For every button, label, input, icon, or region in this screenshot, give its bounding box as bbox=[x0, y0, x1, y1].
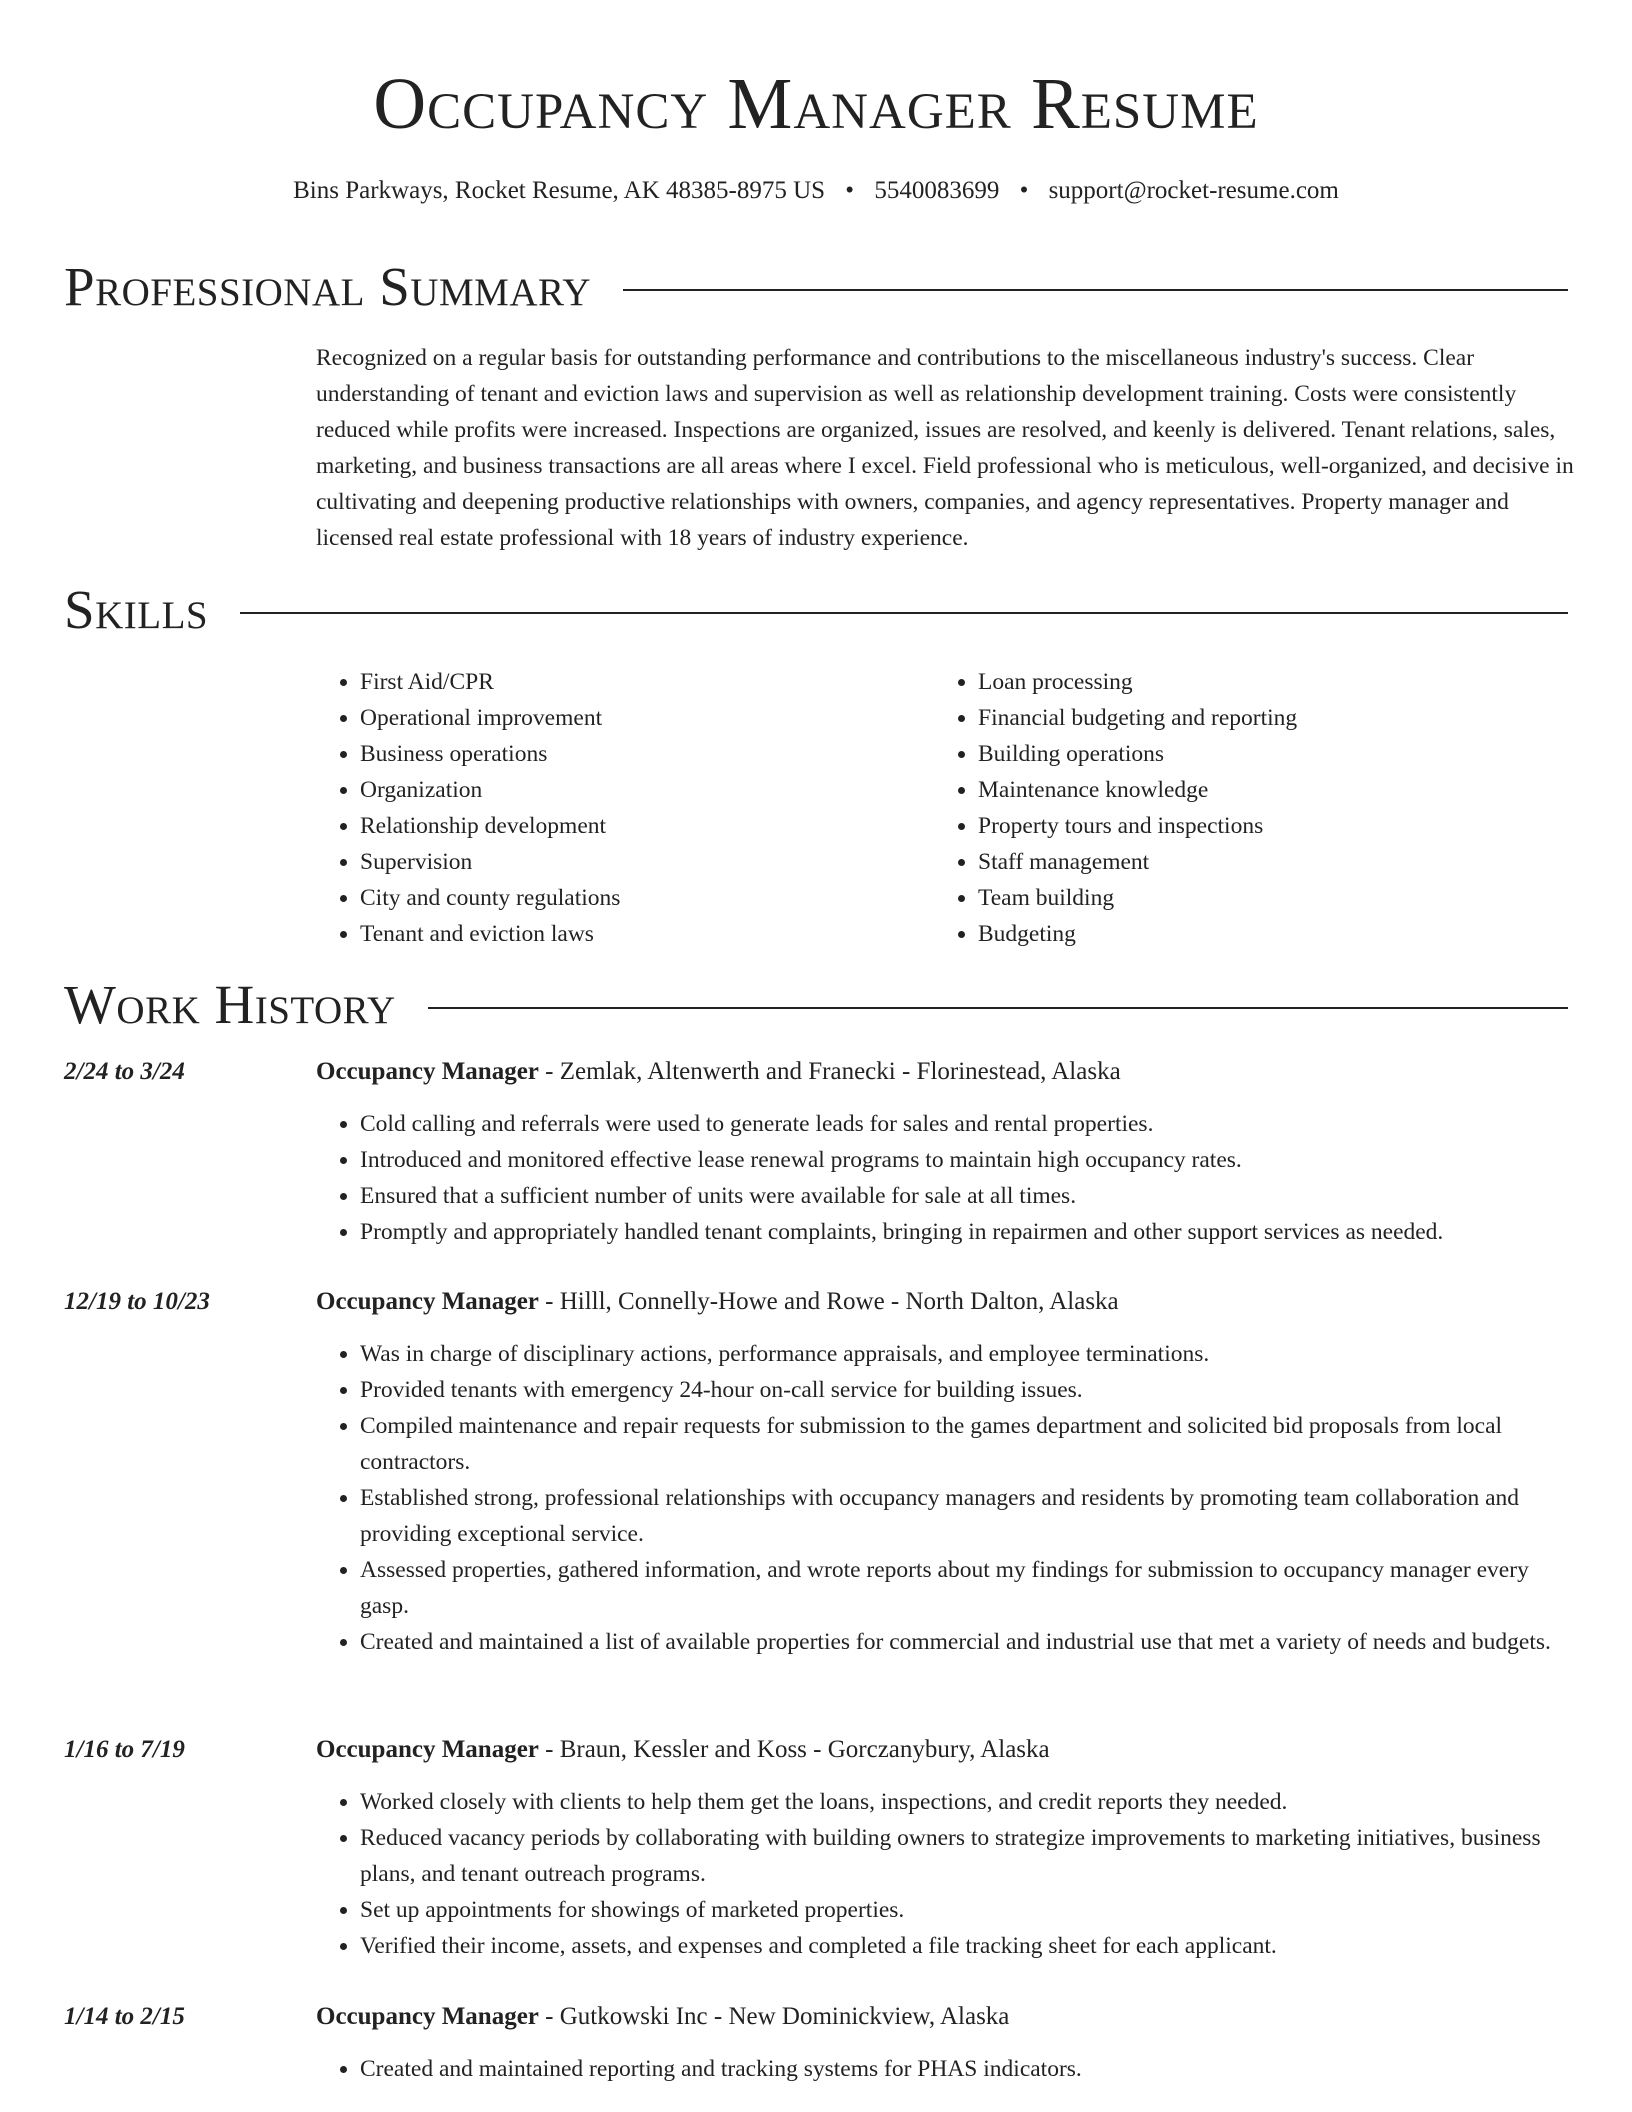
skill-item: • City and county regulations bbox=[360, 880, 934, 916]
summary-section-heading bbox=[64, 252, 1568, 322]
job-bullet: • Ensured that a sufficient number of units were available for sale at all times. bbox=[360, 1178, 1578, 1214]
job-bullet: • Compiled maintenance and repair requests for submission to the games department and solicited bid proposals from local contractors. bbox=[360, 1408, 1578, 1480]
job-header bbox=[316, 1732, 1050, 1768]
job-bullet: • Provided tenants with emergency 24-hour on-call service for building issues. bbox=[360, 1372, 1578, 1408]
skill-item: • Property tours and inspections bbox=[978, 808, 1552, 844]
job-dates: 1/16 to 7/19 bbox=[64, 1736, 185, 1763]
job-dates: 2/24 to 3/24 bbox=[64, 1058, 185, 1085]
skill-item: • Building operations bbox=[978, 736, 1552, 772]
job-company: - Braun, Kessler and Koss - Gorczanybury, Alaska bbox=[538, 1736, 1050, 1763]
job-company: - Gutkowski Inc - New Dominickview, Alaska bbox=[538, 2003, 1010, 2030]
skills-column-left bbox=[316, 664, 934, 952]
skill-item: • First Aid/CPR bbox=[360, 664, 934, 700]
skill-item: • Team building bbox=[978, 880, 1552, 916]
job-bullets bbox=[316, 2051, 1578, 2087]
skill-item: • Business operations bbox=[360, 736, 934, 772]
work-heading: Work History bbox=[64, 974, 396, 1035]
section-divider bbox=[240, 612, 1568, 614]
job-bullet: • Was in charge of disciplinary actions, performance appraisals, and employee terminations. bbox=[360, 1336, 1578, 1372]
job-bullet: • Introduced and monitored effective lease renewal programs to maintain high occupancy rates. bbox=[360, 1142, 1578, 1178]
contact-separator: • bbox=[1019, 177, 1029, 204]
job-bullet: • Set up appointments for showings of marketed properties. bbox=[360, 1892, 1578, 1928]
job-bullet: • Assessed properties, gathered information, and wrote reports about my findings for submission to occupancy manager every gasp. bbox=[360, 1552, 1578, 1624]
contact-phone: 5540083699 bbox=[874, 177, 1000, 204]
skill-item: • Budgeting bbox=[978, 916, 1552, 952]
skill-item: • Organization bbox=[360, 772, 934, 808]
skill-item: • Supervision bbox=[360, 844, 934, 880]
job-header bbox=[316, 1999, 1009, 2035]
job-title: Occupancy Manager bbox=[316, 2003, 539, 2030]
job-bullet: • Established strong, professional relationships with occupancy managers and residents by promoting team collaboration and providing exceptional service. bbox=[360, 1480, 1578, 1552]
job-title: Occupancy Manager bbox=[316, 1736, 539, 1763]
job-dates: 1/14 to 2/15 bbox=[64, 2003, 185, 2030]
job-bullet: • Cold calling and referrals were used to generate leads for sales and rental properties. bbox=[360, 1106, 1578, 1142]
skill-item: • Loan processing bbox=[978, 664, 1552, 700]
skill-item: • Operational improvement bbox=[360, 700, 934, 736]
job-bullet: • Verified their income, assets, and expenses and completed a file tracking sheet for each applicant. bbox=[360, 1928, 1578, 1964]
skill-item: • Maintenance knowledge bbox=[978, 772, 1552, 808]
skill-item: • Tenant and eviction laws bbox=[360, 916, 934, 952]
job-dates: 12/19 to 10/23 bbox=[64, 1288, 210, 1315]
section-divider bbox=[623, 289, 1568, 291]
skill-item: • Staff management bbox=[978, 844, 1552, 880]
contact-address: Bins Parkways, Rocket Resume, AK 48385-8975 US bbox=[293, 177, 826, 204]
job-bullets bbox=[316, 1106, 1578, 1250]
job-bullet: • Created and maintained a list of available properties for commercial and industrial use that met a variety of needs and budgets. bbox=[360, 1624, 1578, 1660]
section-divider bbox=[428, 1007, 1568, 1009]
job-bullets bbox=[316, 1336, 1578, 1660]
job-company: - Zemlak, Altenwerth and Franecki - Florinestead, Alaska bbox=[538, 1058, 1121, 1085]
job-header bbox=[316, 1284, 1119, 1320]
summary-text: Recognized on a regular basis for outstanding performance and contributions to the miscellaneous industry's success. Clear understanding of tenant and eviction laws and supervision as well as relationship development training. Costs were consistently reduced while profits were increased. Inspections are organized, issues are resolved, and keenly is delivered. Tenant relations, sales, marketing, and business transactions are all areas where I excel. Field professional who is meticulous, well-organized, and decisive in cultivating and deepening productive relationships with owners, companies, and agency representatives. Property manager and licensed real estate professional with 18 years of industry experience. bbox=[316, 345, 1574, 551]
job-bullet: • Promptly and appropriately handled tenant complaints, bringing in repairmen and other support services as needed. bbox=[360, 1214, 1578, 1250]
job-title: Occupancy Manager bbox=[316, 1288, 539, 1315]
job-title: Occupancy Manager bbox=[316, 1058, 539, 1085]
work-section-heading bbox=[64, 970, 1568, 1040]
job-company: - Hilll, Connelly-Howe and Rowe - North Dalton, Alaska bbox=[538, 1288, 1119, 1315]
summary-heading: Professional Summary bbox=[64, 256, 592, 317]
job-header bbox=[316, 1054, 1121, 1090]
contact-email: support@rocket-resume.com bbox=[1048, 177, 1339, 204]
job-bullet: • Created and maintained reporting and tracking systems for PHAS indicators. bbox=[360, 2051, 1578, 2087]
resume-title: Occupancy Manager Resume bbox=[373, 63, 1259, 144]
job-bullets bbox=[316, 1784, 1578, 1964]
job-bullet: • Reduced vacancy periods by collaborating with building owners to strategize improvements to marketing initiatives, business plans, and tenant outreach programs. bbox=[360, 1820, 1578, 1892]
contact-line bbox=[0, 173, 1632, 209]
skills-column-right bbox=[934, 664, 1552, 952]
job-bullet: • Worked closely with clients to help them get the loans, inspections, and credit reports they needed. bbox=[360, 1784, 1578, 1820]
skill-item: • Relationship development bbox=[360, 808, 934, 844]
skills-list bbox=[316, 664, 1578, 952]
skill-item: • Financial budgeting and reporting bbox=[978, 700, 1552, 736]
skills-section-heading bbox=[64, 575, 1568, 645]
skills-heading: Skills bbox=[64, 579, 209, 640]
contact-separator: • bbox=[845, 177, 855, 204]
